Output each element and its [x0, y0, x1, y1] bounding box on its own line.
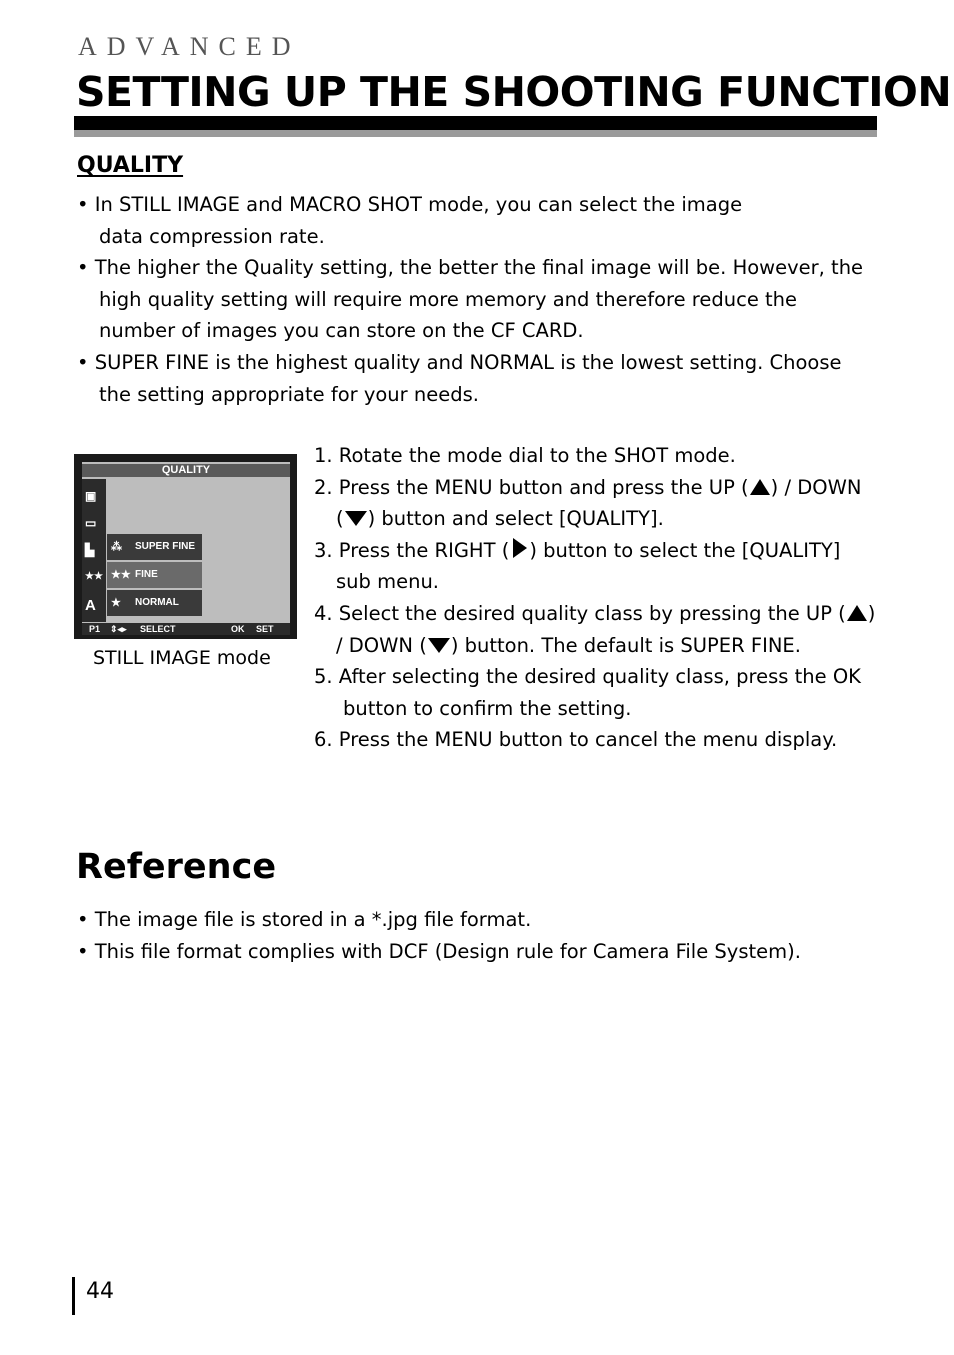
reference-bullet-list: [77, 904, 801, 967]
lcd-caption: STILL IMAGE mode: [93, 647, 271, 669]
list-item: 2. Press the MENU button and press the UP ( ) / DOWN ( ) button and select [QUALITY].: [314, 475, 862, 531]
lcd-side-icons: [82, 479, 106, 622]
title-rule-shadow: [74, 130, 877, 137]
right-triangle-icon: [509, 537, 529, 559]
list-item: 6. Press the MENU button to cancel the menu display.: [314, 728, 838, 752]
list-item: 4. Select the desired quality class by pressing the UP ( ) / DOWN ( ) button. The default is SUPER FINE.: [314, 601, 876, 657]
lcd-title: QUALITY: [82, 464, 290, 477]
reference-heading: Reference: [76, 847, 277, 887]
section-kicker: ADVANCED: [78, 32, 301, 61]
lcd-footer: P1 ⇕◂▸ SELECT OK SET: [82, 623, 290, 635]
up-triangle-icon: [846, 604, 868, 622]
list-item: • The higher the Quality setting, the better the final image will be. However, the high quality setting will require more memory and therefore reduce the number of images you can store on the CF CARD.: [77, 256, 864, 343]
lcd-option-normal: ★ NORMAL: [107, 590, 202, 616]
star-icon: ⁂: [111, 541, 122, 553]
list-item: • SUPER FINE is the highest quality and NORMAL is the lowest setting. Choose the setting appropriate for your needs.: [77, 350, 842, 406]
arrows-icon: ⇕◂▸: [110, 624, 127, 634]
list-item: • This file format complies with DCF (Design rule for Camera File System).: [77, 939, 801, 963]
frame-icon: ▭: [85, 516, 97, 530]
lcd-option-fine: ★★ FINE: [107, 562, 202, 588]
quality-heading: QUALITY: [77, 153, 184, 178]
title-rule: [74, 116, 877, 130]
list-item: • In STILL IMAGE and MACRO SHOT mode, you can select the image data compression rate.: [77, 193, 743, 248]
steps-list: [314, 440, 874, 756]
list-item: 3. Press the RIGHT ( ) button to select the [QUALITY] sub menu.: [314, 538, 841, 594]
star-icon: ★: [111, 597, 121, 609]
quality-icon: ▙: [85, 543, 95, 557]
page-number-bar: [72, 1277, 75, 1315]
lcd-quality-menu: [74, 454, 297, 639]
star-icon: ★★: [85, 571, 103, 582]
lcd-option-super-fine: ⁂ SUPER FINE: [107, 534, 202, 560]
list-item: 5. After selecting the desired quality class, press the OK button to confirm the setting.: [314, 665, 861, 720]
list-item: • The image file is stored in a *.jpg file format.: [77, 908, 532, 931]
quality-bullet-list: [77, 189, 877, 410]
down-triangle-icon: [427, 636, 451, 654]
down-triangle-icon: [344, 509, 368, 527]
auto-icon: A: [85, 597, 96, 614]
page-title: SETTING UP THE SHOOTING FUNCTION: [76, 68, 952, 116]
star-icon: ★★: [111, 569, 131, 581]
size-icon: ▣: [85, 489, 97, 503]
up-triangle-icon: [749, 478, 771, 496]
list-item: 1. Rotate the mode dial to the SHOT mode.: [314, 444, 736, 467]
page-number: 44: [86, 1279, 114, 1304]
